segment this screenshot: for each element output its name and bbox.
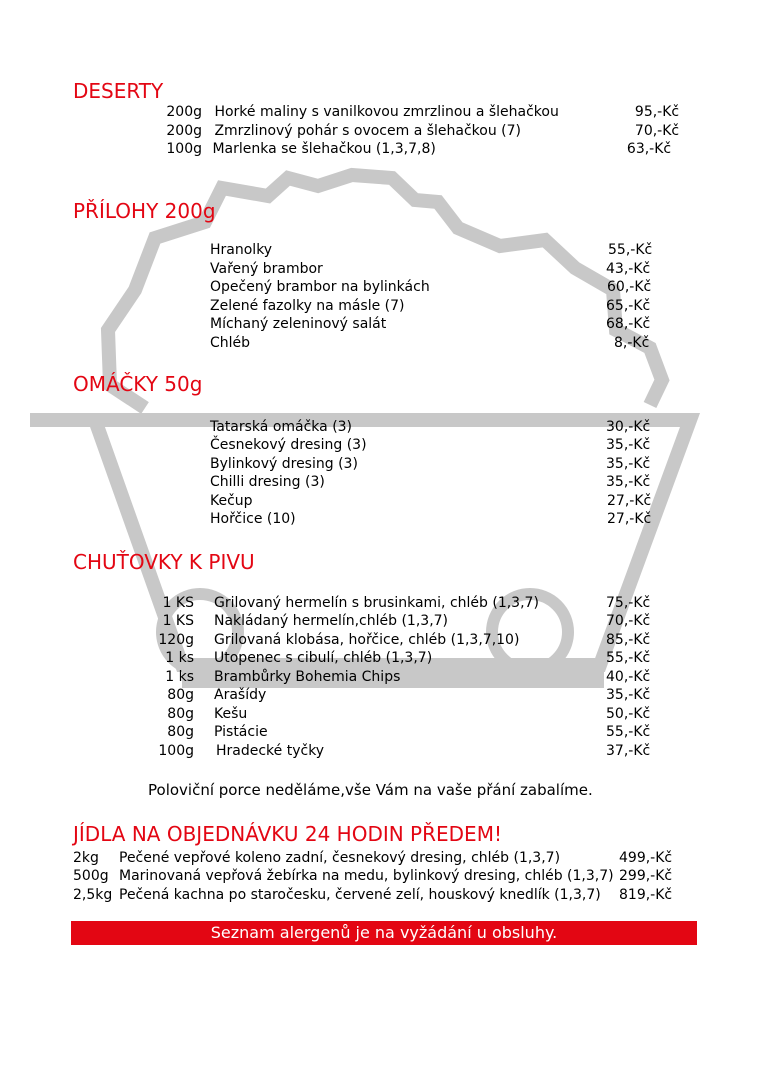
item-price: 27,-Kč [607,511,652,527]
item-name: Opečený brambor na bylinkách [210,279,430,295]
item-price: 60,-Kč [607,279,652,295]
section-title-prilohy: PŘÍLOHY 200g [73,199,216,223]
menu-item [210,473,650,491]
menu-item [150,594,650,612]
item-qty: 500g [73,868,109,884]
menu-item [210,510,651,528]
item-price: 35,-Kč [606,687,651,703]
item-name: Zelené fazolky na másle (7) [210,298,405,314]
item-price: 30,-Kč [606,419,651,435]
menu-item [150,631,650,649]
item-qty: 80g [167,706,194,722]
item-price: 35,-Kč [606,437,651,453]
item-price: 68,-Kč [606,316,651,332]
item-price: 55,-Kč [606,650,651,666]
item-name: Zmrzlinový pohár s ovocem a šlehačkou (7) [214,123,521,139]
item-name: Grilovaná klobása, hořčice, chléb (1,3,7,10) [214,632,520,648]
item-price: 85,-Kč [606,632,651,648]
item-price: 8,-Kč [614,335,650,351]
menu-item [210,297,650,315]
item-name: Míchaný zeleninový salát [210,316,387,332]
item-qty: 1 ks [165,650,194,666]
menu-item [73,849,672,867]
item-qty: 80g [167,687,194,703]
menu-item [210,492,651,510]
item-name: Grilovaný hermelín s brusinkami, chléb (1,3,7) [214,595,539,611]
menu-item [150,122,679,140]
item-price: 40,-Kč [606,669,651,685]
item-price: 70,-Kč [634,123,680,139]
section-title-omacky: OMÁČKY 50g [73,372,203,396]
item-qty: 2,5kg [73,887,113,903]
item-name: Pečené vepřové koleno zadní, česnekový dresing, chléb (1,3,7) [119,850,561,866]
menu-item [210,260,650,278]
item-price: 63,-Kč [626,141,672,157]
item-price: 65,-Kč [606,298,651,314]
item-name: Marlenka se šlehačkou (1,3,7,8) [212,141,436,157]
item-name: Tatarská omáčka (3) [210,419,353,435]
item-price: 35,-Kč [606,456,651,472]
item-qty: 200g [166,104,202,120]
allergens-banner: Seznam alergenů je na vyžádání u obsluhy. [71,921,697,945]
menu-item [150,612,650,630]
item-price: 819,-Kč [619,887,673,903]
item-name: Marinovaná vepřová žebírka na medu, bylinkový dresing, chléb (1,3,7) [119,868,614,884]
item-qty: 1 KS [162,613,194,629]
item-price: 37,-Kč [606,743,651,759]
menu-item [150,705,650,723]
item-price: 70,-Kč [606,613,651,629]
item-name: Brambůrky Bohemia Chips [214,669,401,685]
menu-item [210,315,650,333]
item-name: Arašídy [214,687,267,703]
menu-item [150,742,650,760]
item-name: Bylinkový dresing (3) [210,456,358,472]
item-name: Kečup [210,493,253,509]
menu-item [210,436,650,454]
menu-item [210,455,650,473]
item-name: Horké maliny s vanilkovou zmrzlinou a šlehačkou [214,104,559,120]
menu-item [150,723,650,741]
item-price: 55,-Kč [606,724,651,740]
menu-item [210,418,650,436]
item-price: 75,-Kč [606,595,651,611]
section-title-deserty: DESERTY [73,79,164,103]
menu-item [73,886,672,904]
item-price: 95,-Kč [634,104,680,120]
menu-item [210,278,651,296]
item-qty: 1 KS [162,595,194,611]
item-qty: 100g [158,743,194,759]
menu-item [150,649,650,667]
item-name: Pečená kachna po staročesku, červené zelí, houskový knedlík (1,3,7) [119,887,601,903]
menu-item [150,668,650,686]
item-name: Hořčice (10) [210,511,296,527]
item-qty: 80g [167,724,194,740]
half-portion-note: Poloviční porce neděláme,vše Vám na vaše přání zabalíme. [148,781,593,799]
section-title-objednavka: JÍDLA NA OBJEDNÁVKU 24 HODIN PŘEDEM! [73,822,502,846]
item-price: 35,-Kč [606,474,651,490]
item-price: 50,-Kč [606,706,651,722]
item-qty: 200g [166,123,202,139]
item-qty: 1 ks [165,669,194,685]
item-price: 27,-Kč [607,493,652,509]
item-price: 43,-Kč [606,261,651,277]
item-price: 55,-Kč [608,242,653,258]
item-price: 299,-Kč [619,868,673,884]
menu-item [210,241,652,259]
item-price: 499,-Kč [619,850,673,866]
item-name: Vařený brambor [210,261,323,277]
menu-item [150,103,679,121]
item-name: Pistácie [214,724,268,740]
menu-item [150,686,650,704]
menu-item [210,334,649,352]
item-qty: 120g [158,632,194,648]
item-name: Utopenec s cibulí, chléb (1,3,7) [214,650,433,666]
item-name: Kešu [214,706,248,722]
item-name: Nakládaný hermelín,chléb (1,3,7) [214,613,449,629]
menu-item [73,867,672,885]
item-name: Chilli dresing (3) [210,474,325,490]
item-name: Hranolky [210,242,273,258]
item-name: Chléb [210,335,251,351]
item-qty: 2kg [73,850,99,866]
menu-item [150,140,671,158]
item-qty: 100g [166,141,202,157]
item-name: Hradecké tyčky [216,743,325,759]
section-title-chutovky: CHUŤOVKY K PIVU [73,550,255,574]
item-name: Česnekový dresing (3) [210,437,367,453]
